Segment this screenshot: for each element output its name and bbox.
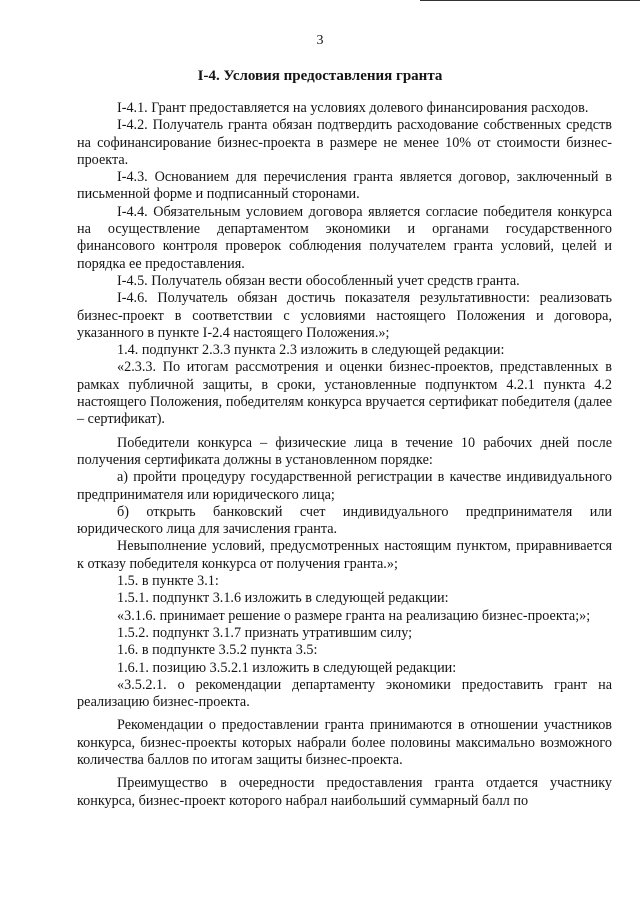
paragraph-4-6: I-4.6. Получатель обязан достичь показателя результативности: реализовать бизнес-проект в соответствии с условиями настоящего Положения и договора, указанного в пункте I-2.4 настоящего Положения.»; — [77, 290, 612, 341]
paragraph-item-b: б) открыть банковский счет индивидуального предпринимателя или юридического лица для зачисления гранта. — [77, 503, 612, 538]
paragraph-failure: Невыполнение условий, предусмотренных настоящим пунктом, приравнивается к отказу победителя конкурса от получения гранта.»; — [77, 538, 612, 572]
paragraph-item-a: а) пройти процедуру государственной регистрации в качестве индивидуального предпринимателя или юридического лица; — [77, 469, 612, 503]
top-rule — [420, 0, 640, 1]
paragraph-4-2: I-4.2. Получатель гранта обязан подтвердить расходование собственных средств на софинансирование бизнес-проекта в размере не менее 10% от стоимости бизнес-проекта. — [77, 117, 612, 168]
paragraph-1-5-2: 1.5.2. подпункт 3.1.7 признать утратившим силу; — [117, 624, 413, 641]
paragraph-winners: Победители конкурса – физические лица в течение 10 рабочих дней после получения сертификата должны в установленном порядке: — [77, 434, 612, 468]
paragraph-4-5: I-4.5. Получатель обязан вести обособленный учет средств гранта. — [117, 272, 520, 289]
page-number: 3 — [316, 33, 324, 48]
document-body — [77, 100, 612, 810]
paragraph-4-3: I-4.3. Основанием для перечисления гранта является договор, заключенный в письменной форме и подписанный сторонами. — [77, 169, 612, 203]
paragraph-4-4: I-4.4. Обязательным условием договора является согласие победителя конкурса на осуществление департаментом экономики и органами государственного финансового контроля проверок соблюдения получателем гранта условий, целей и порядка ее предоставления. — [77, 203, 612, 272]
paragraph-3-5-2-1: «3.5.2.1. о рекомендации департаменту экономики предоставить грант на реализацию бизнес-проекта. — [77, 676, 612, 711]
paragraph-4-1: I-4.1. Грант предоставляется на условиях долевого финансирования расходов. — [117, 100, 589, 116]
paragraph-1-4: 1.4. подпункт 2.3.3 пункта 2.3 изложить в следующей редакции: — [117, 342, 505, 359]
paragraph-priority: Преимущество в очередности предоставления гранта отдается участнику конкурса, бизнес-проект которого набрал наибольший суммарный балл по — [77, 775, 612, 809]
paragraph-1-6: 1.6. в подпункте 3.5.2 пункта 3.5: — [117, 642, 318, 659]
paragraph-recommendations: Рекомендации о предоставлении гранта принимаются в отношении участников конкурса, бизнес-проекты которых набрали более половины максимально возможного количества баллов по итогам защиты бизнес-проекта. — [77, 717, 612, 768]
paragraph-1-6-1: 1.6.1. позицию 3.5.2.1 изложить в следующей редакции: — [117, 659, 457, 676]
section-heading: I-4. Условия предоставления гранта — [197, 68, 443, 84]
paragraph-1-5: 1.5. в пункте 3.1: — [117, 573, 219, 590]
paragraph-1-5-1: 1.5.1. подпункт 3.1.6 изложить в следующей редакции: — [117, 590, 449, 607]
paragraph-3-1-6: «3.1.6. принимает решение о размере гранта на реализацию бизнес-проекта;»; — [117, 607, 591, 624]
paragraph-2-3-3: «2.3.3. По итогам рассмотрения и оценки бизнес-проектов, представленных в рамках публичной защиты, в сроки, установленные подпунктом 4.2.1 пункта 4.2 настоящего Положения, победителям конкурса вручается сертификат победителя (далее – сертификат). — [77, 359, 612, 428]
